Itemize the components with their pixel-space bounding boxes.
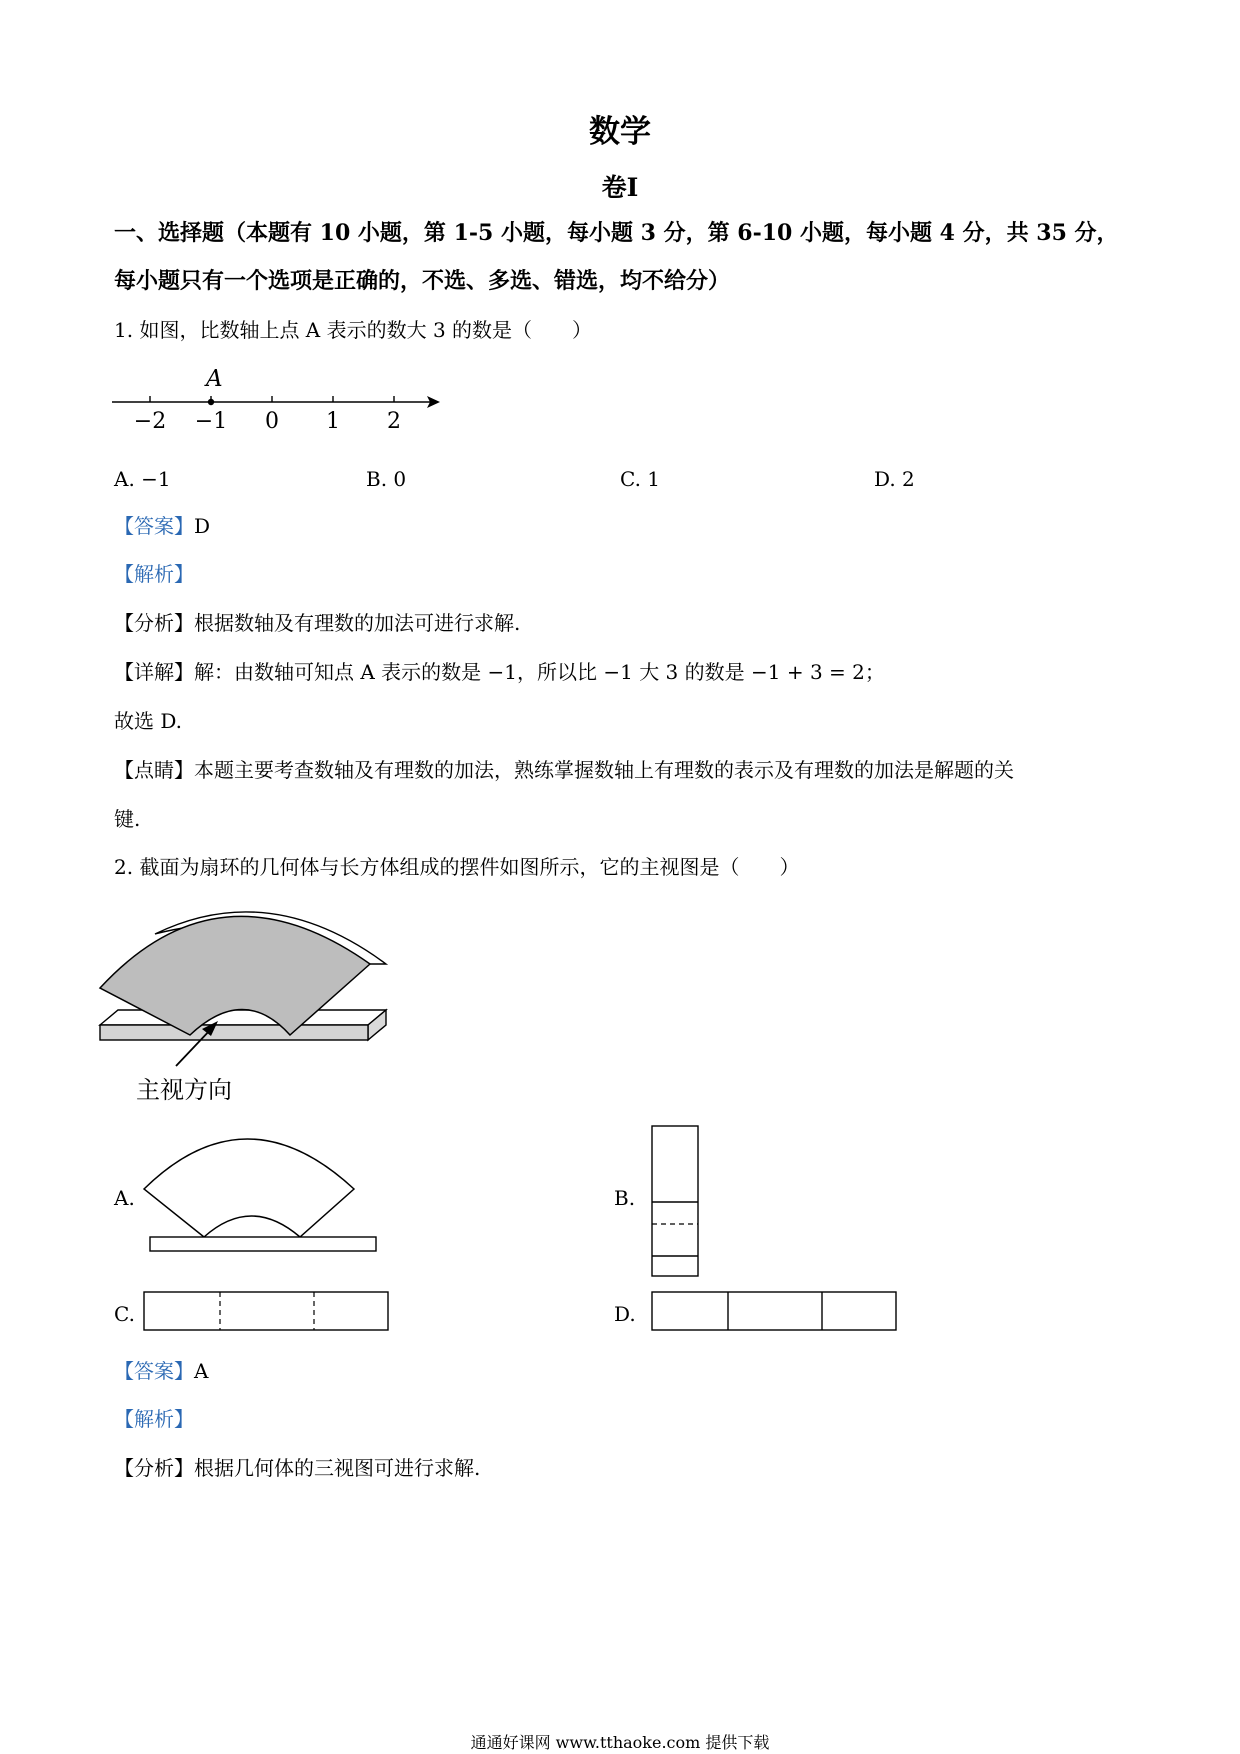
point-a-label: A <box>206 366 223 392</box>
q2-analysis-tag: 【解析】 <box>114 1407 194 1431</box>
q1-dianjing <box>114 756 1014 784</box>
q1-option-b: B. 0 <box>366 467 407 491</box>
q1-dianjing-cont: 键. <box>114 807 141 831</box>
q1-answer <box>114 512 210 540</box>
q2-answer <box>114 1357 208 1385</box>
q2-option-c-label: C. <box>114 1302 135 1326</box>
page-title: 数学 <box>589 114 651 150</box>
q1-xiangjie <box>114 658 885 686</box>
tick-label: 1 <box>326 409 340 434</box>
q1-conclusion: 故选 D. <box>114 709 183 733</box>
number-line-figure <box>100 360 450 440</box>
q2-solid-figure <box>100 900 400 1110</box>
answer-tag: 【答案】 <box>114 514 194 538</box>
tick-label: −2 <box>133 409 167 434</box>
tick-label: 2 <box>387 409 401 434</box>
section-heading-line2: 每小题只有一个选项是正确的，不选、多选、错选，均不给分） <box>114 268 731 294</box>
q2-option-c-figure <box>142 1290 392 1334</box>
q2-stem: 2. 截面为扇环的几何体与长方体组成的摆件如图所示，它的主视图是（ ） <box>114 855 800 879</box>
base-top-face <box>100 1010 386 1025</box>
q2-option-d-label: D. <box>614 1302 636 1326</box>
fenxi-text: 根据几何体的三视图可进行求解. <box>194 1456 481 1480</box>
q2-option-a-label: A. <box>114 1186 135 1210</box>
xiangjie-text: 解：由数轴可知点 A 表示的数是 −1，所以比 −1 大 3 的数是 −1 + 3 = 2； <box>194 660 885 684</box>
point-a <box>208 399 214 405</box>
page-footer: 通通好课网 www.tthaoke.com 提供下载 <box>470 1733 770 1752</box>
q1-analysis-tag: 【解析】 <box>114 562 194 586</box>
base-front-face <box>100 1025 368 1040</box>
q2-option-a-figure <box>140 1125 390 1265</box>
q2-option-d-figure <box>650 1290 900 1334</box>
tick-label: −1 <box>194 409 228 434</box>
xiangjie-tag: 【详解】 <box>114 660 194 684</box>
q1-fenxi <box>114 609 520 637</box>
answer-value: A <box>194 1359 209 1383</box>
q1-option-c: C. 1 <box>620 467 661 491</box>
fenxi-text: 根据数轴及有理数的加法可进行求解. <box>194 611 521 635</box>
q1-stem: 1. 如图，比数轴上点 A 表示的数大 3 的数是（ ） <box>114 318 593 342</box>
view-direction-label: 主视方向 <box>136 1076 232 1104</box>
q1-option-a: A. −1 <box>114 467 171 491</box>
answer-tag: 【答案】 <box>114 1359 194 1383</box>
section-heading-line1: 一、选择题（本题有 10 小题，第 1-5 小题，每小题 3 分，第 6-10 小题，每小题 4 分，共 35 分， <box>114 220 1119 246</box>
answer-value: D <box>194 514 211 538</box>
tick-label: 0 <box>265 409 279 434</box>
q1-option-d: D. 2 <box>874 467 915 491</box>
dianjing-text: 本题主要考查数轴及有理数的加法，熟练掌握数轴上有理数的表示及有理数的加法是解题的关 <box>194 758 1014 782</box>
fenxi-tag: 【分析】 <box>114 1456 194 1480</box>
fenxi-tag: 【分析】 <box>114 611 194 635</box>
q2-option-b-figure <box>650 1124 700 1280</box>
page-subtitle: 卷I <box>601 173 639 202</box>
q2-option-b-label: B. <box>614 1186 636 1210</box>
q2-fenxi <box>114 1454 480 1482</box>
dianjing-tag: 【点睛】 <box>114 758 194 782</box>
